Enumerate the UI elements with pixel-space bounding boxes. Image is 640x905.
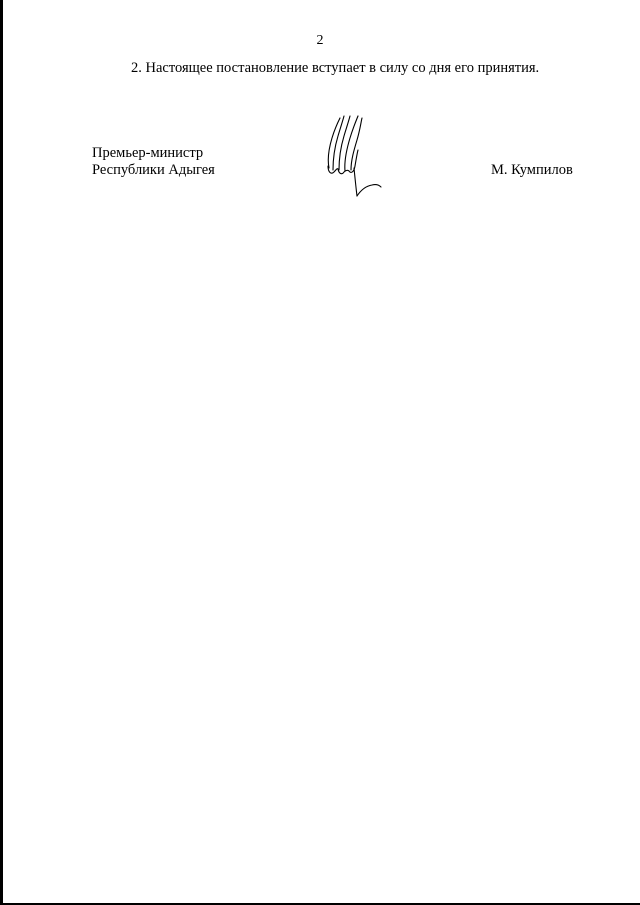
- scan-edge-left: [0, 0, 3, 905]
- signatory-title-line-2: Республики Адыгея: [92, 162, 215, 178]
- signature-stroke: [328, 118, 340, 168]
- signatory-title-line-1: Премьер-министр: [92, 145, 204, 161]
- page-number: 2: [316, 33, 324, 48]
- signatory-name: М. Кумпилов: [491, 162, 573, 178]
- signature-stroke: [354, 168, 357, 196]
- signature-stroke: [338, 169, 349, 174]
- signature-icon: [322, 108, 386, 204]
- paragraph-2: 2. Настоящее постановление вступает в силу со дня его принятия.: [131, 60, 540, 76]
- signature-stroke: [351, 118, 362, 170]
- signature-stroke: [357, 185, 381, 196]
- signatory-title: [92, 145, 215, 179]
